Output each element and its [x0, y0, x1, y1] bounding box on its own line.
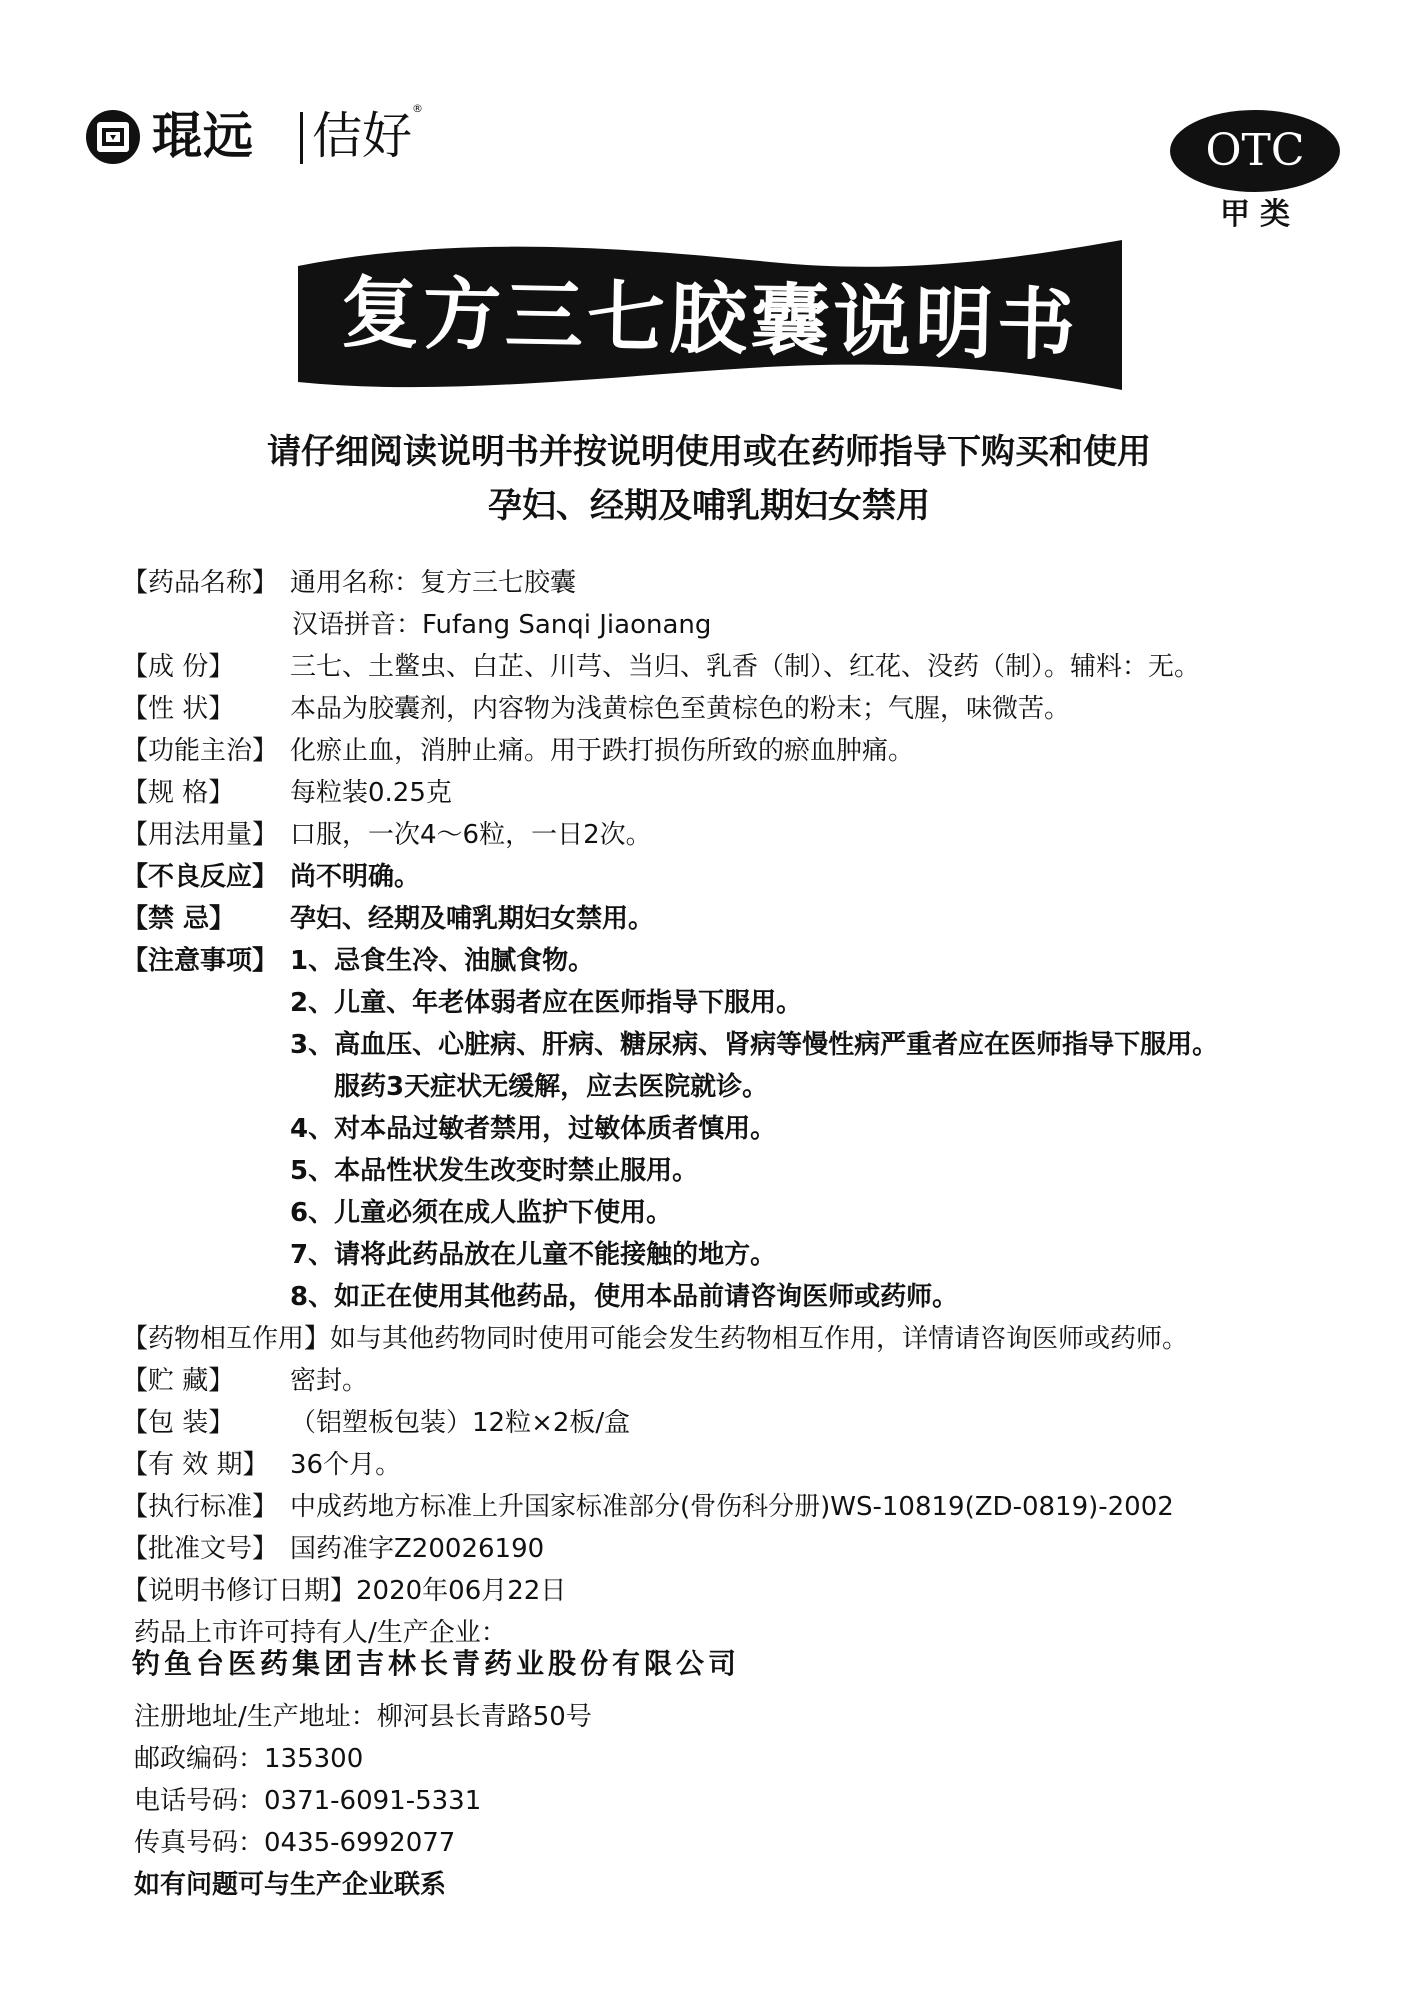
precaution-item: 3、高血压、心脏病、肝病、糖尿病、肾病等慢性病严重者应在医师指导下服用。	[290, 1030, 1219, 1060]
company-name: 钓鱼台医药集团吉林长青药业股份有限公司	[132, 1647, 741, 1680]
section-label: 【禁 忌】	[122, 904, 236, 934]
specification-value: 每粒装0.25克	[290, 778, 452, 808]
precaution-item: 6、儿童必须在成人监护下使用。	[290, 1198, 673, 1228]
section-approval	[122, 1532, 544, 1566]
manufacturer-heading: 药品上市许可持有人/生产企业：	[134, 1618, 507, 1648]
section-label: 【执行标准】	[122, 1492, 279, 1522]
revision-value: 2020年06月22日	[356, 1576, 567, 1606]
section-label: 【注意事项】	[122, 946, 279, 976]
adverse-value: 尚不明确。	[290, 862, 421, 892]
phone-number: 电话号码：0371-6091-5331	[134, 1786, 482, 1816]
section-contraindications	[122, 902, 654, 936]
brand-name-secondary: 佶好	[312, 107, 412, 165]
precaution-item-continued: 服药3天症状无缓解，应去医院就诊。	[334, 1072, 769, 1102]
section-label: 【贮 藏】	[122, 1366, 235, 1396]
section-description	[122, 692, 1070, 726]
section-dosage	[122, 818, 652, 852]
section-label: 【不良反应】	[122, 862, 279, 892]
otc-class-label: 甲类	[1220, 197, 1300, 232]
otc-mark: OTC	[1205, 125, 1305, 176]
brand-divider	[300, 112, 303, 164]
section-adverse-reactions	[122, 860, 420, 894]
storage-value: 密封。	[290, 1366, 369, 1396]
section-label: 【说明书修订日期】	[122, 1576, 357, 1606]
precaution-item: 2、儿童、年老体弱者应在医师指导下服用。	[290, 988, 803, 1018]
registered-mark: ®	[412, 102, 423, 115]
section-revision-date	[122, 1574, 566, 1608]
postcode: 邮政编码：135300	[134, 1744, 364, 1774]
pregnancy-warning: 孕妇、经期及哺乳期妇女禁用	[488, 486, 930, 526]
section-label: 【用法用量】	[122, 820, 279, 850]
page-title: 复方三七胶囊说明书	[340, 268, 1080, 372]
validity-value: 36个月。	[290, 1450, 402, 1480]
section-label: 【功能主治】	[122, 736, 279, 766]
contact-note: 如有问题可与生产企业联系	[134, 1870, 447, 1900]
brand-seal-icon	[84, 108, 142, 166]
precaution-item: 7、请将此药品放在儿童不能接触的地方。	[290, 1240, 777, 1270]
section-storage	[122, 1364, 368, 1398]
section-indications	[122, 734, 914, 768]
section-label: 【药物相互作用】	[122, 1324, 331, 1354]
section-label: 【药品名称】	[122, 568, 279, 598]
precaution-item: 5、本品性状发生改变时禁止服用。	[290, 1156, 699, 1186]
precaution-item: 1、忌食生冷、油腻食物。	[290, 946, 595, 976]
ingredients-value: 三七、土鳖虫、白芷、川芎、当归、乳香（制）、红花、没药（制）。辅料：无。	[290, 652, 1201, 682]
package-value: （铝塑板包装）12粒×2板/盒	[290, 1408, 631, 1438]
indications-value: 化瘀止血，消肿止痛。用于跌打损伤所致的瘀血肿痛。	[290, 736, 915, 766]
description-value: 本品为胶囊剂，内容物为浅黄棕色至黄棕色的粉末；气腥，味微苦。	[290, 694, 1071, 724]
precaution-item: 4、对本品过敏者禁用，过敏体质者慎用。	[290, 1114, 777, 1144]
section-label: 【性 状】	[122, 694, 235, 724]
contraindications-value: 孕妇、经期及哺乳期妇女禁用。	[290, 904, 655, 934]
section-label: 【批准文号】	[122, 1534, 279, 1564]
address: 注册地址/生产地址：柳河县长青路50号	[134, 1702, 592, 1732]
pinyin-name: 汉语拼音：Fufang Sanqi Jiaonang	[292, 610, 712, 640]
section-label: 【包 装】	[122, 1408, 235, 1438]
usage-warning: 请仔细阅读说明书并按说明使用或在药师指导下购买和使用	[267, 432, 1151, 472]
interactions-value: 如与其他药物同时使用可能会发生药物相互作用，详情请咨询医师或药师。	[330, 1324, 1189, 1354]
standard-value: 中成药地方标准上升国家标准部分(骨伤科分册)WS-10819(ZD-0819)-2002	[290, 1492, 1174, 1522]
generic-name: 通用名称：复方三七胶囊	[290, 568, 577, 598]
section-label: 【有 效 期】	[122, 1450, 269, 1480]
section-precautions	[122, 944, 594, 978]
section-label: 【规 格】	[122, 778, 235, 808]
precaution-item: 8、如正在使用其他药品，使用本品前请咨询医师或药师。	[290, 1282, 959, 1312]
section-ingredients	[122, 650, 1200, 684]
section-label: 【成 份】	[122, 652, 235, 682]
section-validity	[122, 1448, 401, 1482]
section-specification	[122, 776, 452, 810]
fax-number: 传真号码：0435-6992077	[134, 1828, 456, 1858]
approval-value: 国药准字Z20026190	[290, 1534, 545, 1564]
section-drug-name	[122, 566, 576, 600]
section-interactions	[122, 1322, 1188, 1356]
dosage-value: 口服，一次4～6粒，一日2次。	[290, 820, 652, 850]
section-standard	[122, 1490, 1174, 1524]
brand-name-primary: 琨远	[152, 107, 254, 165]
section-package	[122, 1406, 630, 1440]
